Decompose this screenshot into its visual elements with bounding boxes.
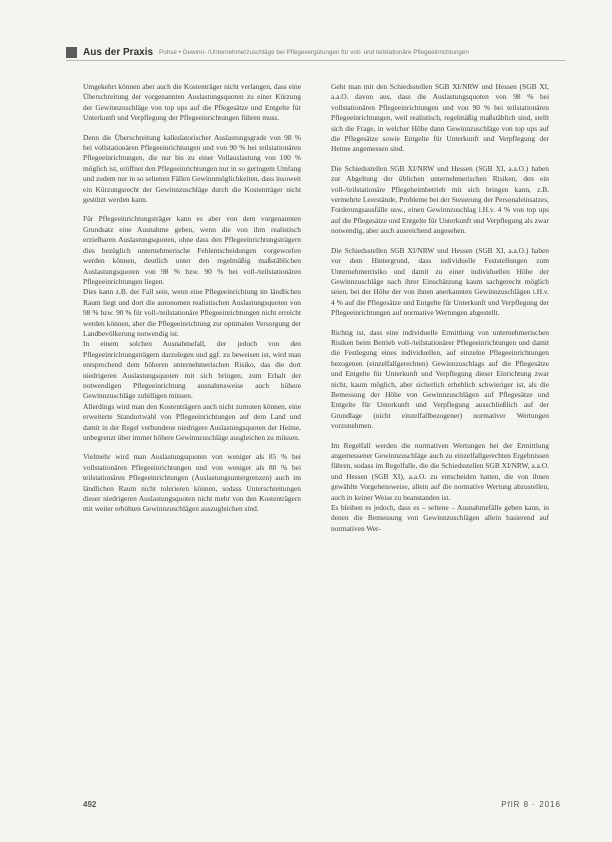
paragraph: In einem solchen Ausnahmefall, der jedoch von den Pflegeeinrichtungsträgern darzulegen und ggf. zu beweisen ist, wird man entsprechend dem höheren unternehmerischen Risiko, das die dort niedrigeren Auslastungsquoten mit sich bringen, zum Erhalt der notwendigen Pflegeeinrichtung ausnahmsweise auch höhere Gewinnzuschläge zubilligen müssen.: [83, 339, 301, 401]
paragraph: Umgekehrt können aber auch die Kostenträger nicht verlangen, dass eine Überschreitung der vorgenannten Auslastungsquoten zu einer Kürzung der Gewinnzuschläge von top ups auf die Pflegesätze und Entgelte für Unterkunft und Verpflegung der Pflegeeinrichtungen führen muss.: [83, 82, 301, 123]
journal-issue: PflR 8 · 2016: [501, 800, 561, 809]
running-header: [66, 44, 566, 61]
paragraph: Im Regelfall werden die normativen Wertungen bei der Ermittlung angemessener Gewinnzuschläge auch zu einzelfallgerechten Ergebnissen führen, sodass im Regelfalle, die die Schiedsstellen SGB XI/NRW, a.a.O. und Hessen (SGB XI), a.a.O. zu entscheiden hatten, die von ihnen gewählte Vorgehensweise, allein auf die normative Wertung abzustellen, auch in keiner Weise zu beanstanden ist.: [331, 440, 549, 502]
paragraph: Richtig ist, dass eine individuelle Ermittlung von unternehmerischen Risiken beim Betrieb voll-/teilstationärer Pflegeeinrichtungen und damit die Festlegung eines individuellen, auf einzelne Pflegeeinrichtungen bezogenen (einzelfallgerechten) Gewinnzuschlags auf die Pflegesätze und Entgelte für Unterkunft und Verpflegung dieser Einrichtung zwar nicht, kaum möglich, aber sicherlich erheblich schwieriger ist, als die Bemessung der Höhe von Gewinnzuschlägen auf Pflegesätze und Entgelte für Unterkunft und Verpflegung ausschließlich auf der Grundlage (nicht einzelfallbezogener) normativer Wertungen vorzunehmen.: [331, 327, 549, 431]
paragraph: Allerdings wird man den Kostenträgern auch nicht zumuten können, eine erweiterte Standortwahl von Pflegeeinrichtungen auf dem Land und damit in der Regel verbundene niedrigere Auslastungsquoten der Heime, unbegrenzt über immer höhere Gewinnzuschläge ausgleichen zu müssen.: [83, 401, 301, 442]
section-title: Aus der Praxis: [83, 46, 154, 58]
paragraph: Es bleiben es jedoch, dass es – seltene – Ausnahmefälle geben kann, in denen die Bemessung von Gewinnzuschlägen allein basierend auf normativen Wer-: [331, 503, 549, 533]
paragraph: Vielmehr wird man Auslastungsquoten von weniger als 85 % bei vollstationären Pflegeeinrichtungen und von weniger als 80 % bei teilstationären Pflegeeinrichtungen (Auslastungsuntergrenzen) auch im ländlichen Raum nicht tolerieren können, sodass Unterschreitungen dieser niedrigeren Auslastungsquoten nicht mehr von den Kostenträgern mit weiter erhöhten Gewinnzuschlägen auszugleichen sind.: [83, 452, 301, 514]
paragraph: Die Schiedsstellen SGB XI/NRW und Hessen (SGB XI, a.a.O.) haben vor dem Hintergrund, dass individuelle Feststellungen zum Unternehmerrisiko und damit zu einer individuellen Höhe der Gewinnzuschläge nach ihrer Einschätzung kaum sachgerecht möglich seien, bei der Höhe der von ihnen anerkannten Gewinnzuschlägen i.H.v. 4 % auf die Pflegesätze und Entgelte für Unterkunft und Verpflegung der Pflegeeinrichtungen auf normative Wertungen abgestellt.: [331, 245, 549, 318]
paragraph: Für Pflegeeinrichtungsträger kann es aber von dem vorgenannten Grundsatz eine Ausnahme geben, wenn die von ihm realistisch erzielbaren Auslastungsquoten, ohne dass den Pflegeeinrichtungsträgern dies bezüglich unternehmerische Fehlentscheidungen vorgeworfen werden können, deutlich unter den regelmäßig maßstäblichen Auslastungsquoten von 98 % bzw. 90 % bei voll-/teilstationären Pflegeeinrichtungen liegen.: [83, 214, 301, 286]
paragraph: Denn die Überschreitung kalkulatorischer Auslastungsgrade von 98 % bei vollstationären Pflegeeinrichtungen und von 90 % bei teilstationären Pflegeeinrichtungen, die nur bis zu einer Vollauslastung von 100 % möglich ist, eröffnet den Pflegeeinrichtungen nur in so geringem Umfang und zudem nur in so seltenen Fällen Gewinnmöglichkeiten, dass insoweit ein Kürzungsrecht der Gewinnzuschläge durch die Kostenträger nicht gestützt werden kann.: [83, 132, 301, 205]
header-subtitle: Pohse • Gewinn- /Unternehmerzuschläge bei Pflegevergütungen für voll- und teilstationäre Pflegeeinrichtungen: [159, 48, 469, 56]
paragraph: Die Schiedsstellen SGB XI/NRW und Hessen (SGB XI, a.a.O.) haben zur Abgeltung der üblichen unternehmerischen Risiken, den ein voll-/teilstationäre Pflegeheimbetrieb mit sich bringen kann, z.B. vermehrte Leerstände, Probleme bei der Steuerung der Personaleinsatzes, Forderungsausfälle usw., einen Gewinnzuschlag i.H.v. 4 % von top ups auf die Pflegesätze und Entgelte für Unterkunft und Verpflegung als zwar notwendig, aber auch ausreichend angesehen.: [331, 163, 549, 236]
page-number: 492: [83, 800, 97, 809]
page-footer: [83, 800, 561, 812]
left-column: [83, 82, 301, 524]
paragraph: Dies kann z.B. der Fall sein, wenn eine Pflegeeinrichtung im ländlichen Raum liegt und dort die autonomen realistischen Auslastungsquoten von 98 % bzw. 90 % für voll-/teilstationäre Pflegeeinrichtungen nicht erreicht werden können, aber die Pflegeeinrichtung zur optimalen Versorgung der Landbevölkerung notwendig ist.: [83, 287, 301, 338]
paragraph: Geht man mit den Schiedsstellen SGB XI/NRW und Hessen (SGB XI, a.a.O. davon aus, dass die Auslastungsquoten von 98 % bei vollstationären Pflegeeinrichtungen und von 90 % bei teilstationären Pflegeeinrichtungen, weil realistisch, regelmäßig maßstäblich sind, stellt sich die Frage, in welcher Höhe dann Gewinnzuschläge von top ups auf die Pflegesätze sowie Entgelte für Unterkunft und Verpflegung der Heime angemessen sind.: [331, 82, 549, 154]
right-column: [331, 82, 549, 543]
section-marker: [66, 47, 77, 58]
